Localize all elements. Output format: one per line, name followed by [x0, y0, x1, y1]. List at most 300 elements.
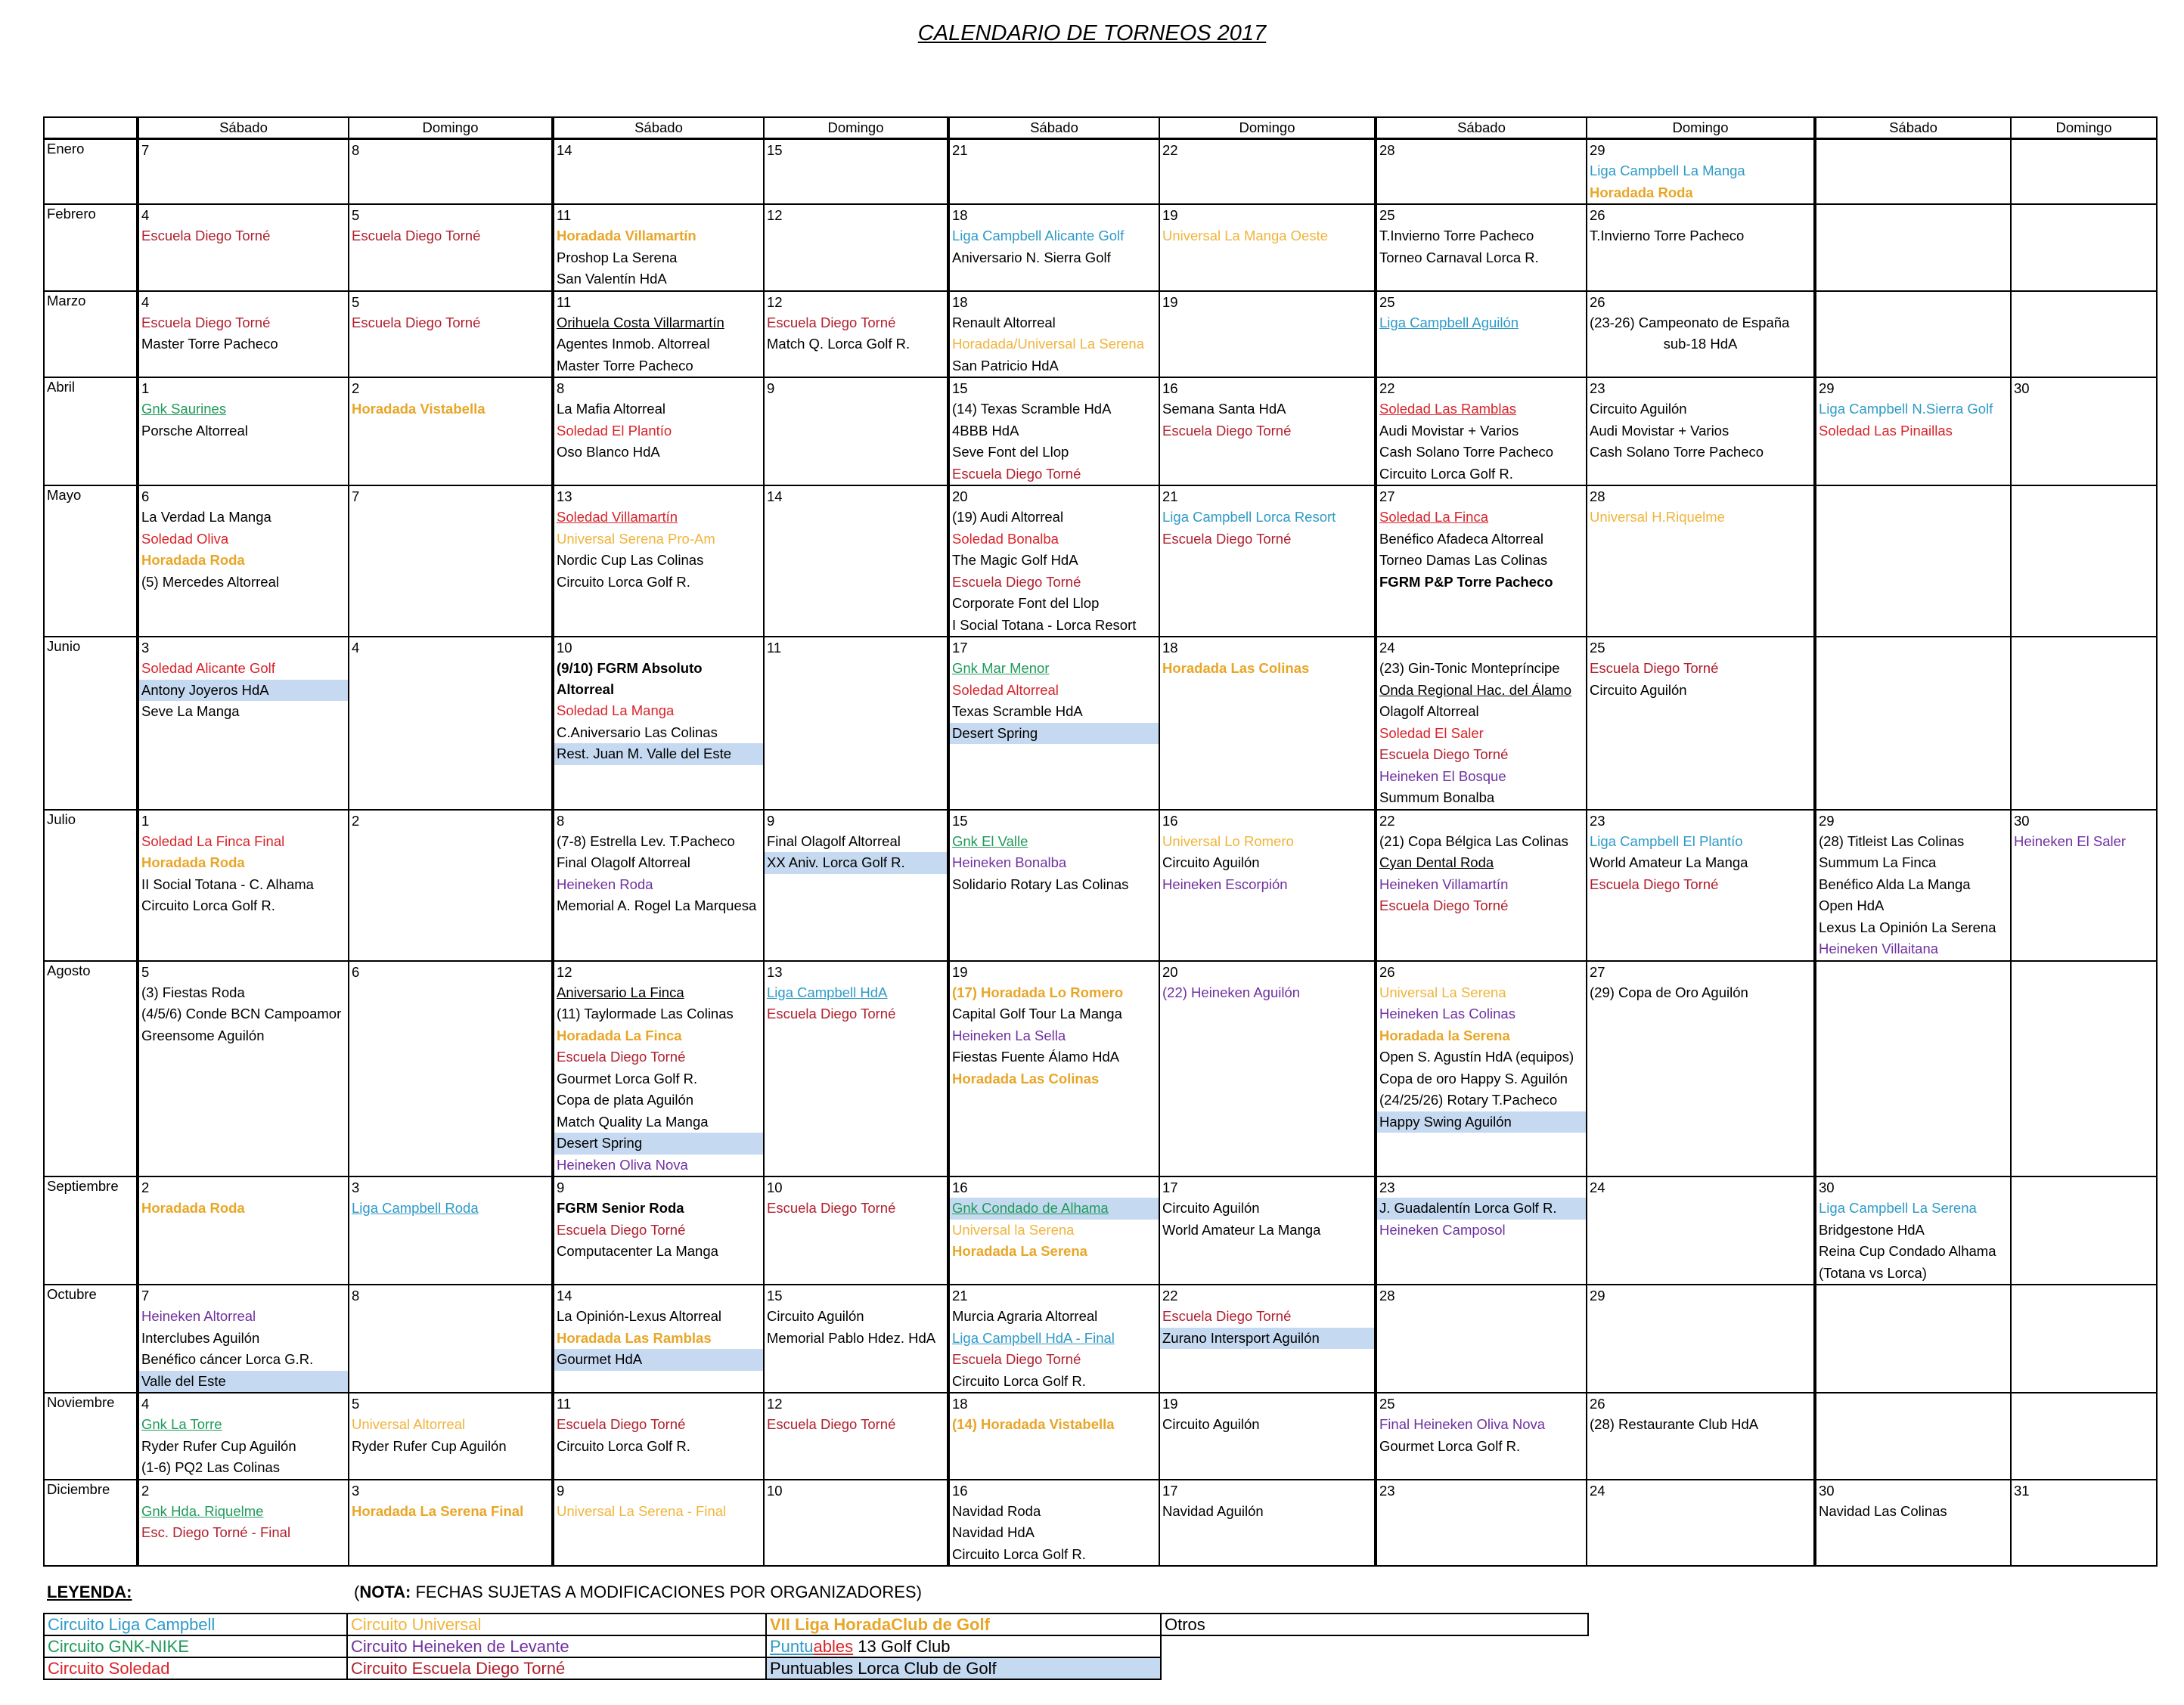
event-entry: Cash Solano Torre Pacheco	[1590, 444, 1764, 460]
event-entry: Bridgestone HdA	[1819, 1221, 1925, 1238]
event-entry: Gnk El Valle	[952, 832, 1028, 849]
event-entry: Semana Santa HdA	[1162, 401, 1286, 417]
event-entry: Horadada Las Ramblas	[557, 1329, 712, 1346]
legend-otros: Otros	[1161, 1614, 1588, 1635]
event-entry: (11) Taylormade Las Colinas	[557, 1006, 734, 1021]
day-number: 19	[1162, 293, 1178, 310]
event-entry: Horadada Las Colinas	[952, 1070, 1100, 1087]
event-entry: Open HdA	[1819, 897, 1885, 913]
event-entry: Match Quality La Manga	[557, 1113, 709, 1130]
event-entry: Heineken Camposol	[1379, 1221, 1506, 1238]
day-cell	[553, 637, 764, 810]
day-cell	[349, 1176, 553, 1285]
day-number: 6	[141, 488, 150, 504]
day-cell	[138, 810, 349, 961]
day-cell	[948, 1176, 1159, 1285]
day-cell	[1376, 377, 1587, 485]
day-cell	[553, 1480, 764, 1567]
event-entry: Heineken Villamartín	[1379, 876, 1509, 892]
day-number: 28	[1379, 1288, 1395, 1304]
day-number: 16	[1162, 380, 1178, 396]
event-entry: Soledad Villamartín	[557, 509, 678, 525]
day-cell	[138, 485, 349, 637]
day-number: 8	[352, 1288, 360, 1304]
event-entry: Gnk Condado de Alhama	[950, 1198, 1159, 1220]
day-cell	[764, 1176, 948, 1285]
event-entry: Circuito Lorca Golf R.	[141, 897, 275, 913]
day-cell	[948, 961, 1159, 1177]
event-entry: Horadada Vistabella	[352, 401, 486, 417]
day-number: 22	[1379, 812, 1395, 829]
event-entry: Circuito Lorca Golf R.	[952, 1372, 1086, 1389]
event-entry: Horadada/Universal La Serena	[952, 336, 1145, 352]
day-number: 12	[767, 293, 783, 310]
day-cell	[948, 1480, 1159, 1567]
day-number: 8	[557, 812, 565, 829]
day-number: 27	[1379, 488, 1395, 504]
event-entry: Liga Campbell Lorca Resort	[1162, 509, 1336, 525]
event-entry: Universal La Serena	[1379, 984, 1506, 1000]
day-number: 21	[1162, 488, 1178, 504]
day-cell	[349, 961, 553, 1177]
event-entry: Greensome Aguilón	[141, 1027, 265, 1043]
day-cell	[553, 810, 764, 961]
day-cell	[1159, 485, 1376, 637]
day-number: 5	[352, 1396, 360, 1412]
day-number: 20	[952, 488, 968, 504]
event-entry: Benéfico Afadeca Altorreal	[1379, 530, 1544, 547]
day-cell	[948, 485, 1159, 637]
day-number: 15	[952, 380, 968, 396]
event-entry: Escuela Diego Torné	[952, 573, 1081, 590]
event-entry: Desert Spring	[554, 1133, 763, 1155]
day-cell	[1587, 637, 1815, 810]
month-label: Mayo	[44, 485, 138, 637]
day-number: 30	[2014, 812, 2030, 829]
event-entry: Soledad Oliva	[141, 530, 229, 547]
day-cell	[349, 291, 553, 378]
nota-text	[354, 1583, 922, 1602]
event-entry: (17) Horadada Lo Romero	[952, 984, 1124, 1000]
day-cell	[1587, 139, 1815, 205]
day-cell	[2011, 485, 2157, 637]
header-month-cell	[44, 117, 138, 139]
event-entry: Ryder Rufer Cup Aguilón	[352, 1437, 507, 1454]
day-number: 25	[1379, 207, 1395, 223]
day-cell	[138, 1393, 349, 1480]
day-number: 30	[1819, 1180, 1835, 1195]
event-entry: Horadada la Serena	[1379, 1027, 1510, 1043]
event-entry: Porsche Altorreal	[141, 422, 248, 439]
event-entry: Olagolf Altorreal	[1379, 703, 1479, 719]
month-label: Febrero	[44, 204, 138, 291]
legend-escuela: Circuito Escuela Diego Torné	[347, 1657, 766, 1679]
day-cell	[138, 204, 349, 291]
day-number: 12	[767, 1396, 783, 1412]
event-entry: (22) Heineken Aguilón	[1162, 984, 1301, 1000]
event-entry: Escuela Diego Torné	[952, 1351, 1081, 1367]
day-number: 9	[557, 1482, 565, 1499]
header-saturday: Sábado	[948, 117, 1159, 139]
month-row	[44, 1285, 2157, 1393]
event-entry: World Amateur La Manga	[1590, 854, 1748, 870]
day-cell	[948, 637, 1159, 810]
day-cell	[138, 637, 349, 810]
month-row	[44, 961, 2157, 1177]
day-number: 8	[557, 380, 565, 396]
day-number: 22	[1162, 1288, 1178, 1304]
header-saturday: Sábado	[1376, 117, 1587, 139]
day-cell	[2011, 139, 2157, 205]
event-entry: Escuela Diego Torné	[767, 1416, 896, 1432]
legend-campbell: Circuito Liga Campbell	[44, 1614, 347, 1635]
day-number: 7	[141, 1288, 150, 1304]
day-number: 25	[1590, 640, 1605, 656]
day-number: 28	[1590, 488, 1605, 504]
day-number: 11	[557, 207, 572, 223]
event-entry: (Totana vs Lorca)	[1819, 1264, 1927, 1281]
day-number: 4	[141, 207, 150, 223]
day-cell	[1159, 637, 1376, 810]
day-number: 10	[767, 1482, 783, 1499]
day-number: 14	[557, 1288, 572, 1304]
event-entry: Torneo Carnaval Lorca R.	[1379, 249, 1539, 265]
event-entry: Navidad Las Colinas	[1819, 1502, 1947, 1519]
day-cell	[138, 961, 349, 1177]
event-entry: Circuito Aguilón	[1162, 1416, 1260, 1432]
day-cell	[349, 637, 553, 810]
day-number: 15	[767, 1288, 783, 1304]
day-cell	[1587, 1480, 1815, 1567]
event-entry: 4BBB HdA	[952, 422, 1019, 439]
event-entry: Escuela Diego Torné	[1162, 530, 1292, 547]
event-entry: San Patricio HdA	[952, 357, 1059, 374]
event-entry: Murcia Agraria Altorreal	[952, 1308, 1098, 1324]
day-number: 4	[352, 640, 360, 656]
event-entry: FGRM Senior Roda	[557, 1200, 684, 1216]
event-entry: Escuela Diego Torné	[1590, 876, 1719, 892]
event-entry: sub-18 HdA	[1663, 336, 1738, 352]
day-cell	[1815, 1480, 2011, 1567]
event-entry: Final Olagolf Altorreal	[557, 854, 690, 870]
day-number: 1	[141, 380, 150, 396]
day-number: 26	[1590, 1396, 1605, 1412]
event-entry: Horadada Roda	[141, 552, 245, 568]
event-entry: Escuela Diego Torné	[1162, 1308, 1292, 1324]
day-cell	[1159, 1176, 1376, 1285]
day-number: 21	[952, 1288, 968, 1304]
day-cell	[764, 961, 948, 1177]
event-entry: Horadada Roda	[1590, 184, 1693, 200]
day-number: 23	[1379, 1482, 1395, 1499]
legend-gnk: Circuito GNK-NIKE	[44, 1635, 347, 1657]
day-number: 6	[352, 963, 360, 980]
day-number: 11	[557, 293, 572, 310]
event-entry: Aniversario N. Sierra Golf	[952, 249, 1111, 265]
event-entry: Soledad Bonalba	[952, 530, 1059, 547]
day-number: 1	[141, 812, 150, 829]
day-number: 21	[952, 142, 968, 158]
day-number: 2	[352, 380, 360, 396]
event-entry: Soledad Las Ramblas	[1379, 401, 1516, 417]
day-cell	[948, 377, 1159, 485]
month-row	[44, 291, 2157, 378]
event-entry: Universal Serena Pro-Am	[557, 530, 715, 547]
month-label: Octubre	[44, 1285, 138, 1393]
day-number: 9	[557, 1180, 565, 1195]
day-cell	[1815, 291, 2011, 378]
day-cell	[764, 204, 948, 291]
event-entry: Soledad El Plantío	[557, 422, 672, 439]
event-entry: Summum Bonalba	[1379, 789, 1495, 805]
event-entry: Escuela Diego Torné	[1379, 746, 1509, 762]
day-cell	[349, 485, 553, 637]
event-entry: Cyan Dental Roda	[1379, 854, 1494, 870]
page-title	[0, 21, 2184, 46]
day-cell	[1159, 1393, 1376, 1480]
day-cell	[553, 485, 764, 637]
day-number: 10	[767, 1180, 783, 1195]
legend-empty	[1161, 1657, 1588, 1679]
event-entry: (1-6) PQ2 Las Colinas	[141, 1459, 281, 1475]
event-entry: Escuela Diego Torné	[1162, 422, 1292, 439]
legend-empty	[1161, 1635, 1588, 1657]
legend-punt-part-b: ables	[813, 1637, 854, 1656]
event-entry: Soledad Las Pinaillas	[1819, 422, 1953, 439]
day-cell	[764, 637, 948, 810]
event-entry: Escuela Diego Torné	[1590, 660, 1719, 676]
calendar-table	[43, 116, 2158, 1567]
event-entry: (7-8) Estrella Lev. T.Pacheco	[557, 832, 735, 849]
day-number: 24	[1590, 1180, 1605, 1195]
day-cell	[1159, 377, 1376, 485]
day-number: 24	[1590, 1482, 1605, 1499]
day-number: 30	[1819, 1482, 1835, 1499]
header-sunday: Domingo	[1587, 117, 1815, 139]
event-entry: C.Aniversario Las Colinas	[557, 724, 718, 740]
event-entry: La Opinión-Lexus Altorreal	[557, 1308, 722, 1324]
event-entry: Audi Movistar + Varios	[1590, 422, 1730, 439]
event-entry: Circuito Lorca Golf R.	[557, 1437, 690, 1454]
day-cell	[553, 139, 764, 205]
day-cell	[2011, 204, 2157, 291]
day-cell	[1159, 810, 1376, 961]
day-number: 19	[1162, 207, 1178, 223]
event-entry: Interclubes Aguilón	[141, 1329, 260, 1346]
event-entry: Antony Joyeros HdA	[139, 680, 348, 702]
day-number: 4	[141, 293, 150, 310]
event-entry: Valle del Este	[139, 1371, 348, 1393]
day-cell	[764, 291, 948, 378]
month-label: Agosto	[44, 961, 138, 1177]
day-cell	[1815, 961, 2011, 1177]
day-number: 12	[557, 963, 572, 980]
day-cell	[764, 485, 948, 637]
event-entry: Horadada Roda	[141, 854, 245, 870]
event-entry: Capital Golf Tour La Manga	[952, 1006, 1122, 1021]
event-entry: Circuito Aguilón	[767, 1308, 864, 1324]
event-entry: Liga Campbell N.Sierra Golf	[1819, 401, 1993, 417]
event-entry: (29) Copa de Oro Aguilón	[1590, 984, 1748, 1000]
day-cell	[1376, 1393, 1587, 1480]
month-row	[44, 1480, 2157, 1567]
day-cell	[1159, 204, 1376, 291]
day-cell	[2011, 377, 2157, 485]
day-number: 15	[767, 142, 783, 158]
day-cell	[349, 1480, 553, 1567]
month-row	[44, 810, 2157, 961]
event-entry: Heineken Altorreal	[141, 1308, 256, 1324]
event-entry: Universal Lo Romero	[1162, 832, 1294, 849]
event-entry: Ryder Rufer Cup Aguilón	[141, 1437, 296, 1454]
month-row	[44, 377, 2157, 485]
day-cell	[553, 1285, 764, 1393]
day-cell	[1376, 485, 1587, 637]
legend-soledad: Circuito Soledad	[44, 1657, 347, 1679]
event-entry: Memorial A. Rogel La Marquesa	[557, 897, 757, 913]
day-cell	[764, 1393, 948, 1480]
day-number: 15	[952, 812, 968, 829]
event-entry: Benéfico cáncer Lorca G.R.	[141, 1351, 314, 1367]
event-entry: Escuela Diego Torné	[141, 314, 271, 330]
day-cell	[1815, 637, 2011, 810]
event-entry: Horadada Villamartín	[557, 228, 696, 243]
event-entry: Soledad Altorreal	[952, 681, 1059, 698]
day-number: 9	[767, 812, 775, 829]
day-number: 16	[1162, 812, 1178, 829]
event-entry: Master Torre Pacheco	[141, 336, 278, 352]
event-entry: Gnk Mar Menor	[952, 660, 1050, 676]
day-cell	[764, 1285, 948, 1393]
day-number: 20	[1162, 963, 1178, 980]
header-row	[44, 117, 2157, 139]
event-entry: Escuela Diego Torné	[952, 465, 1081, 482]
month-row	[44, 1176, 2157, 1285]
event-entry: Escuela Diego Torné	[141, 228, 271, 243]
day-number: 18	[952, 293, 968, 310]
day-number: 10	[557, 640, 572, 656]
day-cell	[1159, 1480, 1376, 1567]
day-cell	[553, 961, 764, 1177]
event-entry: Proshop La Serena	[557, 249, 678, 265]
day-cell	[1159, 291, 1376, 378]
day-cell	[1815, 1285, 2011, 1393]
event-entry: Heineken La Sella	[952, 1027, 1066, 1043]
header-sunday: Domingo	[349, 117, 553, 139]
day-cell	[1376, 291, 1587, 378]
day-cell	[138, 1176, 349, 1285]
day-cell	[948, 810, 1159, 961]
event-entry: Circuito Aguilón	[1162, 1200, 1260, 1216]
day-number: 7	[352, 488, 360, 504]
day-cell	[1587, 1176, 1815, 1285]
day-number: 23	[1379, 1180, 1395, 1195]
day-cell	[2011, 291, 2157, 378]
legend-punt-part-a: Puntu	[770, 1637, 814, 1656]
month-row	[44, 204, 2157, 291]
day-number: 13	[557, 488, 572, 504]
day-number: 16	[952, 1482, 968, 1499]
event-entry: Esc. Diego Torné - Final	[141, 1524, 291, 1540]
day-cell	[553, 204, 764, 291]
event-entry: Circuito Lorca Golf R.	[1379, 465, 1513, 482]
month-label: Enero	[44, 139, 138, 205]
day-cell	[2011, 961, 2157, 1177]
day-cell	[2011, 1393, 2157, 1480]
event-entry: Universal Altorreal	[352, 1416, 466, 1432]
day-number: 3	[352, 1482, 360, 1499]
day-cell	[349, 139, 553, 205]
event-entry: Desert Spring	[950, 723, 1159, 745]
legend-row	[44, 1614, 1588, 1635]
event-entry: Oso Blanco HdA	[557, 444, 660, 460]
event-entry: Liga Campbell Alicante Golf	[952, 228, 1125, 243]
day-number: 19	[1162, 1396, 1178, 1412]
day-number: 5	[141, 963, 150, 980]
event-entry: Nordic Cup Las Colinas	[557, 552, 704, 568]
event-entry: Circuito Aguilón	[1590, 681, 1687, 698]
day-number: 2	[141, 1180, 150, 1195]
event-entry: Cash Solano Torre Pacheco	[1379, 444, 1554, 460]
event-entry: Escuela Diego Torné	[1379, 897, 1509, 913]
day-number: 26	[1590, 293, 1605, 310]
day-cell	[948, 204, 1159, 291]
legend-lorca: Puntuables Lorca Club de Golf	[766, 1657, 1161, 1679]
event-entry: Gnk Saurines	[141, 401, 227, 417]
day-number: 25	[1379, 1396, 1395, 1412]
event-entry: Liga Campbell Aguilón	[1379, 314, 1519, 330]
event-entry: Gourmet HdA	[554, 1349, 763, 1371]
day-cell	[1815, 377, 2011, 485]
day-cell	[1376, 810, 1587, 961]
event-entry: Universal la Serena	[952, 1221, 1075, 1238]
day-cell	[1587, 1393, 1815, 1480]
event-entry: (28) Restaurante Club HdA	[1590, 1416, 1759, 1432]
day-cell	[1815, 485, 2011, 637]
event-entry: Soledad La Finca	[1379, 509, 1488, 525]
event-entry: Aniversario La Finca	[557, 984, 684, 1000]
event-entry: Seve Font del Llop	[952, 444, 1069, 460]
event-entry: XX Aniv. Lorca Golf R.	[765, 852, 947, 874]
day-cell	[2011, 1176, 2157, 1285]
event-entry: Universal H.Riquelme	[1590, 509, 1725, 525]
event-entry: Happy Swing Aguilón	[1377, 1111, 1586, 1133]
day-number: 4	[141, 1396, 150, 1412]
day-cell	[349, 1393, 553, 1480]
event-entry: (14) Texas Scramble HdA	[952, 401, 1112, 417]
day-cell	[138, 139, 349, 205]
event-entry: Soledad La Manga	[557, 702, 675, 718]
day-cell	[764, 377, 948, 485]
legend-title: LEYENDA:	[47, 1583, 132, 1601]
event-entry: Heineken Roda	[557, 876, 653, 892]
event-entry: Benéfico Alda La Manga	[1819, 876, 1971, 892]
day-cell	[2011, 810, 2157, 961]
legend-table	[43, 1613, 1589, 1680]
event-entry: Escuela Diego Torné	[767, 1200, 896, 1216]
event-entry: Liga Campbell HdA - Final	[952, 1329, 1115, 1346]
header-sunday: Domingo	[2011, 117, 2157, 139]
legend-universal: Circuito Universal	[347, 1614, 766, 1635]
event-entry: Escuela Diego Torné	[557, 1049, 686, 1065]
day-cell	[138, 1480, 349, 1567]
day-number: 28	[1379, 142, 1395, 158]
event-entry: Heineken El Bosque	[1379, 767, 1506, 784]
event-entry: II Social Totana - C. Alhama	[141, 876, 314, 892]
day-number: 29	[1590, 142, 1605, 158]
day-number: 18	[952, 207, 968, 223]
day-number: 29	[1819, 812, 1835, 829]
